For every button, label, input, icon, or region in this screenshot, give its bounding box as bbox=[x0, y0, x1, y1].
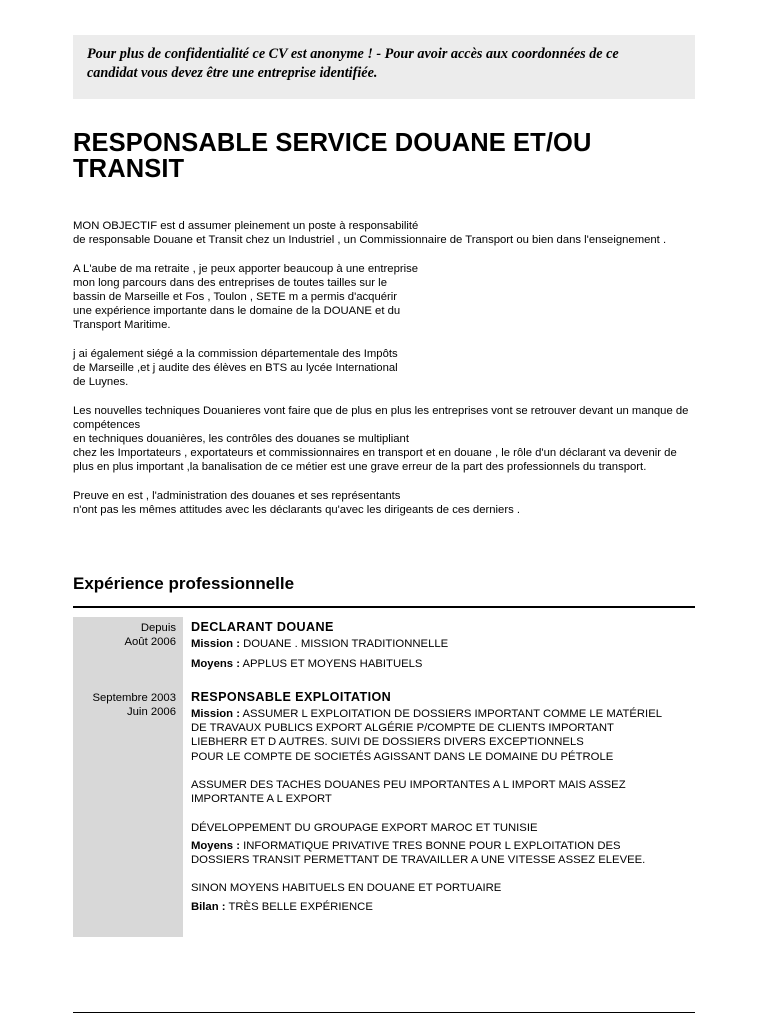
text-line: Transport Maritime. bbox=[73, 319, 171, 332]
bilan-text: TRÈS BELLE EXPÉRIENCE bbox=[228, 900, 373, 913]
moyens-label: Moyens : bbox=[191, 658, 240, 671]
date-end: Août 2006 bbox=[124, 636, 176, 649]
mission-label: Mission : bbox=[191, 638, 240, 650]
moyens-field bbox=[191, 839, 691, 896]
section-divider bbox=[73, 606, 695, 608]
paragraph-techniques bbox=[73, 404, 698, 475]
entry-title: DECLARANT DOUANE bbox=[191, 620, 334, 634]
text-line: bassin de Marseille et Fos , Toulon , SETE m a permis d'acquérir bbox=[73, 291, 398, 303]
entry-details bbox=[191, 689, 691, 920]
date-start: Septembre 2003 bbox=[92, 692, 176, 704]
paragraph-commission bbox=[73, 347, 698, 390]
text-line: de Marseille ,et j audite des élèves en BTS au lycée International bbox=[73, 362, 398, 374]
footer-divider bbox=[73, 1012, 695, 1013]
notice-line: Pour plus de confidentialité ce CV est anonyme ! - Pour avoir accès aux coordonnées de ce bbox=[87, 46, 619, 62]
job-title-line: RESPONSABLE SERVICE DOUANE ET/OU bbox=[73, 129, 592, 157]
paragraph-objective bbox=[73, 219, 698, 247]
date-end: Juin 2006 bbox=[127, 706, 176, 719]
moyens-text: INFORMATIQUE PRIVATIVE TRES BONNE POUR L EXPLOITATION DES bbox=[243, 839, 621, 852]
confidentiality-notice bbox=[73, 35, 695, 99]
notice-line: candidat vous devez être une entreprise identifiée. bbox=[87, 64, 378, 81]
line-gap bbox=[191, 806, 691, 820]
moyens-line: DOSSIERS TRANSIT PERMETTANT DE TRAVAILLER A UNE VITESSE ASSEZ ELEVEE. bbox=[191, 854, 646, 866]
text-line: de Luynes. bbox=[73, 376, 129, 389]
mission-line: ASSUMER DES TACHES DOUANES PEU IMPORTANTES A L IMPORT MAIS ASSEZ bbox=[191, 779, 626, 791]
text-line: n'ont pas les mêmes attitudes avec les déclarants qu'avec les dirigeants de ces derniers . bbox=[73, 504, 521, 516]
line-gap bbox=[191, 867, 691, 881]
bilan-label: Bilan : bbox=[191, 900, 226, 913]
text-line: A L'aube de ma retraite , je peux apporter beaucoup à une entreprise bbox=[73, 262, 419, 275]
moyens-line bbox=[191, 839, 691, 853]
mission-line: LIEBHERR ET D AUTRES. SUIVI DE DOSSIERS DIVERS EXCEPTIONNELS bbox=[191, 736, 584, 749]
mission-line: DE TRAVAUX PUBLICS EXPORT ALGÉRIE P/COMPTE DE CLIENTS IMPORTANT bbox=[191, 722, 614, 735]
mission-line bbox=[191, 707, 691, 721]
bilan-field bbox=[191, 900, 691, 914]
text-line: une expérience importante dans le domaine de la DOUANE et du bbox=[73, 305, 401, 318]
text-line: j ai également siégé a la commission départementale des Impôts bbox=[73, 347, 398, 360]
entry-dates bbox=[73, 691, 176, 719]
mission-line: DÉVELOPPEMENT DU GROUPAGE EXPORT MAROC ET TUNISIE bbox=[191, 821, 538, 834]
moyens-line: SINON MOYENS HABITUELS EN DOUANE ET PORTUAIRE bbox=[191, 882, 502, 895]
section-title-experience: Expérience professionnelle bbox=[73, 574, 295, 593]
job-title bbox=[73, 130, 695, 182]
text-line: de responsable Douane et Transit chez un Industriel , un Commissionnaire de Transport ou bien dans l'enseignement . bbox=[73, 234, 667, 247]
text-line: Les nouvelles techniques Douanieres vont faire que de plus en plus les entreprises vont se retrouver devant un manque de compétences bbox=[73, 404, 689, 431]
mission-line: IMPORTANTE A L EXPORT bbox=[191, 793, 332, 806]
moyens-label: Moyens : bbox=[191, 839, 240, 852]
entry-dates bbox=[73, 621, 176, 649]
mission-label: Mission : bbox=[191, 708, 240, 720]
date-start: Depuis bbox=[140, 622, 176, 634]
text-line: mon long parcours dans des entreprises de toutes tailles sur le bbox=[73, 276, 387, 289]
entry-title: RESPONSABLE EXPLOITATION bbox=[191, 690, 392, 704]
paragraph-experience-summary bbox=[73, 262, 698, 333]
objective-text bbox=[73, 219, 698, 531]
text-line: en techniques douanières, les contrôles des douanes se multipliant bbox=[73, 433, 409, 445]
mission-line: POUR LE COMPTE DE SOCIETÉS AGISSANT DANS LE DOMAINE DU PÉTROLE bbox=[191, 750, 614, 763]
notice-text bbox=[87, 45, 681, 82]
text-line: chez les Importateurs , exportateurs et commissionnaires en transport et en douane , le rôle d'un déclarant va devenir de plus en plus important ,la banalisation de ce métier est une grave erreur de la part des professionnels du transport. bbox=[73, 447, 677, 474]
mission-text: DOUANE . MISSION TRADITIONNELLE bbox=[243, 638, 449, 650]
paragraph-proof bbox=[73, 489, 698, 517]
moyens-field bbox=[191, 657, 691, 671]
moyens-text: APPLUS ET MOYENS HABITUELS bbox=[242, 658, 423, 671]
mission-field bbox=[191, 707, 691, 835]
text-line: Preuve en est , l'administration des douanes et ses représentants bbox=[73, 489, 401, 502]
job-title-line: TRANSIT bbox=[73, 155, 185, 183]
date-column bbox=[73, 617, 183, 937]
entry-details bbox=[191, 619, 691, 677]
experience-table bbox=[73, 617, 695, 937]
line-gap bbox=[191, 764, 691, 778]
text-line: MON OBJECTIF est d assumer pleinement un poste à responsabilité bbox=[73, 220, 419, 232]
mission-text: ASSUMER L EXPLOITATION DE DOSSIERS IMPORTANT COMME LE MATÉRIEL bbox=[242, 708, 663, 720]
mission-field bbox=[191, 637, 691, 651]
